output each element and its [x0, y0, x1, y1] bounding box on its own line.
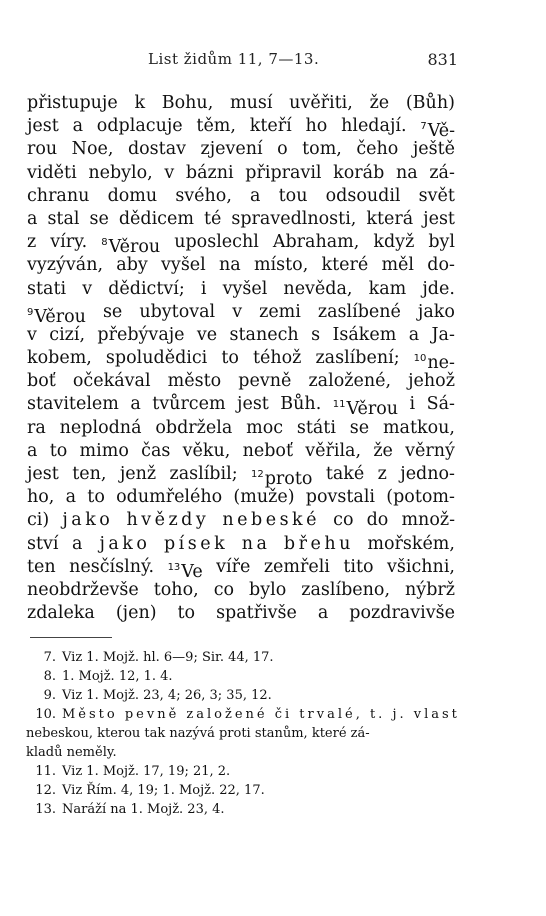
- text-line: [27, 324, 455, 347]
- footnote-text: Viz 1. Mojž. 23, 4; 26, 3; 35, 12.: [62, 688, 272, 703]
- text-line: [27, 602, 455, 625]
- word: v: [232, 301, 243, 322]
- body-text: [27, 92, 455, 625]
- word: které: [321, 255, 369, 276]
- word: do-: [427, 255, 455, 276]
- word: a: [250, 185, 261, 206]
- text-line: [27, 440, 455, 463]
- word: (muže): [233, 487, 295, 508]
- word: chranu: [27, 185, 90, 206]
- word: kobem,: [27, 348, 92, 369]
- word: ho,: [27, 487, 55, 508]
- word: mořském,: [367, 533, 455, 554]
- word: v: [164, 162, 175, 183]
- footnote-number: 13.: [35, 802, 56, 817]
- word: vyšel: [161, 255, 206, 276]
- word: nesčíslný.: [69, 556, 155, 577]
- word: nýbrž: [405, 579, 455, 600]
- word: zemřeli: [263, 556, 330, 577]
- word: kteří: [249, 116, 292, 137]
- word: množ-: [401, 510, 455, 531]
- word: založené,: [308, 371, 392, 392]
- word: jehož: [408, 371, 455, 392]
- word: se: [89, 208, 109, 229]
- word: zaslíbil;: [169, 464, 238, 484]
- word: byl: [428, 232, 455, 253]
- word: dědicem: [118, 208, 194, 229]
- word: ci): [27, 510, 50, 531]
- word: pozdravivše: [349, 603, 455, 624]
- footnote-12: [26, 781, 456, 800]
- word: a: [408, 324, 420, 345]
- word: dědictví;: [108, 278, 185, 299]
- word: nebeské: [222, 510, 321, 531]
- verse-start: [27, 301, 86, 327]
- word: ra: [27, 417, 46, 438]
- text-line: [27, 185, 455, 208]
- word: musí: [230, 93, 273, 113]
- word: k: [134, 93, 146, 113]
- word: jest: [27, 116, 59, 137]
- word: a: [27, 440, 38, 461]
- word: svého,: [175, 185, 232, 206]
- word: spoludědici: [105, 348, 208, 369]
- word: na: [219, 255, 241, 276]
- footnote-number: 10.: [35, 707, 56, 722]
- word: obdržela: [155, 417, 233, 438]
- word: a: [65, 487, 77, 508]
- text-line: [27, 509, 455, 532]
- word: město: [167, 371, 222, 392]
- word: uvěřiti,: [289, 93, 353, 113]
- verse-number: 11: [332, 399, 346, 411]
- word: téhož: [252, 348, 302, 369]
- footnote-10: [26, 705, 460, 724]
- word: místo,: [253, 255, 309, 276]
- word: v: [27, 324, 37, 345]
- page-number: 831: [427, 50, 458, 69]
- verse-number: 12: [251, 469, 264, 480]
- word: boť: [27, 371, 56, 392]
- word: spatřivše: [216, 603, 297, 624]
- footnote-10-continuation: nebeskou, kterou tak nazývá proti stanům, které zá-: [26, 726, 370, 741]
- word: jest: [423, 208, 455, 229]
- word: břehu: [283, 533, 354, 554]
- verse-start: [251, 463, 313, 489]
- text-line: [27, 579, 455, 602]
- word: Věrou: [108, 237, 161, 258]
- text-line: [27, 393, 455, 420]
- word: a: [72, 116, 84, 137]
- word: přistupuje: [27, 93, 118, 113]
- word: Bůh.: [280, 394, 322, 415]
- word: nebylo,: [88, 162, 153, 183]
- word: která: [366, 208, 414, 229]
- word: že: [373, 440, 393, 461]
- word: stanech: [229, 324, 299, 345]
- word: toho,: [153, 579, 199, 600]
- word: to: [49, 440, 68, 461]
- text-line: [27, 278, 455, 301]
- word: když: [373, 232, 415, 253]
- word: stal: [47, 208, 80, 229]
- word: Věrou: [34, 306, 86, 327]
- word: vyšel: [222, 278, 268, 299]
- word: Sá-: [426, 394, 455, 415]
- word: rou: [27, 139, 58, 160]
- text-line: [27, 556, 455, 582]
- word: jde.: [422, 278, 455, 299]
- text-line: [27, 301, 455, 327]
- word: Ve: [181, 561, 203, 582]
- verse-number: 7: [420, 121, 427, 133]
- word: státi: [296, 417, 336, 438]
- word: Abraham,: [272, 232, 360, 253]
- word: tom,: [302, 139, 342, 160]
- word: jest: [27, 464, 59, 484]
- word: věřila,: [305, 440, 362, 461]
- verse-number: 13: [167, 561, 181, 573]
- word: a: [130, 394, 141, 415]
- word: ubytoval: [139, 301, 216, 322]
- word: jako: [99, 533, 151, 554]
- verse-start: [101, 231, 161, 258]
- word: spravedlnosti,: [231, 208, 357, 229]
- word: tou: [278, 185, 308, 206]
- word: na: [241, 533, 271, 554]
- word: dostav: [127, 139, 187, 160]
- word: očekával: [72, 371, 151, 392]
- footnotes: [26, 648, 460, 819]
- word: že: [369, 93, 390, 113]
- word: hledají.: [341, 116, 407, 137]
- footnote-9: [26, 686, 456, 705]
- word: i: [200, 278, 207, 299]
- word: co: [333, 510, 354, 531]
- word: jako: [62, 510, 114, 531]
- word: aby: [116, 255, 148, 276]
- word: čas: [141, 440, 171, 461]
- word: matkou,: [382, 417, 455, 438]
- word: proto: [264, 469, 313, 489]
- footnote-separator: [30, 637, 112, 638]
- verse-number: 9: [27, 306, 34, 318]
- word: ve: [196, 324, 218, 345]
- word: to: [177, 603, 196, 624]
- verse-number: 10: [413, 353, 427, 365]
- word: (jen): [115, 603, 157, 624]
- word: cizí,: [49, 324, 86, 345]
- word: zjevení: [200, 139, 263, 160]
- footnote-10-continuation: kladů neměly.: [26, 745, 117, 760]
- word: to: [221, 348, 239, 369]
- word: jenž: [119, 464, 157, 484]
- word: všichni,: [387, 556, 455, 577]
- word: zaslíbení;: [315, 348, 400, 369]
- word: písek: [163, 533, 229, 554]
- word: věrný: [405, 440, 455, 461]
- word: svět: [418, 185, 455, 206]
- word: (Bůh): [405, 93, 455, 113]
- word: měl: [381, 255, 415, 276]
- word: odumřelého: [116, 487, 223, 508]
- word: zdaleka: [27, 603, 95, 624]
- word: Ja-: [431, 324, 455, 345]
- word: víře: [216, 556, 251, 577]
- word: a: [72, 533, 86, 554]
- word: ten,: [72, 464, 107, 484]
- word: bázni: [185, 162, 234, 183]
- word: to: [87, 487, 105, 508]
- footnote-text: Viz 1. Mojž. hl. 6—9; Sir. 44, 17.: [62, 650, 274, 665]
- word: Noe,: [71, 139, 114, 160]
- word: (potom-: [386, 487, 455, 508]
- word: viděti: [27, 162, 77, 183]
- text-line: [27, 115, 455, 142]
- footnote-13: [26, 800, 456, 819]
- word: připravil: [245, 162, 322, 183]
- verse-number: 8: [101, 237, 108, 249]
- verse-start: [167, 556, 203, 582]
- word: zaslíbené: [317, 301, 401, 322]
- word: tvůrcem: [152, 394, 226, 415]
- running-head: List židům 11, 7—13.: [148, 50, 320, 68]
- text-line: [27, 92, 455, 115]
- footnote-text: Viz Řím. 4, 19; 1. Mojž. 22, 17.: [62, 783, 265, 798]
- word: odplacuje: [96, 116, 183, 137]
- word: také: [325, 464, 365, 484]
- word: neboť: [242, 440, 293, 461]
- word: zaslíbeno,: [301, 579, 391, 600]
- word: Vě-: [427, 121, 455, 142]
- verse-start: [332, 393, 399, 420]
- word: pevně: [238, 371, 292, 392]
- word: ten: [27, 556, 56, 577]
- word: mimo: [79, 440, 129, 461]
- word: z: [377, 464, 387, 484]
- word: co: [213, 579, 235, 600]
- footnote-7: [26, 648, 456, 667]
- word: i: [409, 394, 416, 415]
- text-line: [27, 370, 455, 393]
- page-header: [0, 50, 546, 74]
- word: víry.: [50, 232, 88, 253]
- word: odsoudil: [325, 185, 401, 206]
- word: přebývaje: [97, 324, 185, 345]
- footnote-8: [26, 667, 456, 686]
- text-line: [27, 254, 455, 277]
- word: neplodná: [59, 417, 142, 438]
- word: a: [317, 603, 329, 624]
- word: koráb: [333, 162, 385, 183]
- word: ne-: [427, 353, 455, 374]
- word: vyzýván,: [27, 255, 104, 276]
- word: se: [102, 301, 123, 322]
- footnote-number: 11.: [35, 764, 56, 779]
- footnote-number: 9.: [43, 688, 56, 703]
- text-line: [27, 138, 455, 161]
- word: z: [27, 232, 37, 253]
- word: ství: [27, 533, 59, 554]
- word: těm,: [196, 116, 236, 137]
- word: bylo: [249, 579, 287, 600]
- text-line: [27, 486, 455, 509]
- footnote-number: 12.: [35, 783, 56, 798]
- verse-start: [420, 115, 455, 142]
- word: ho: [305, 116, 328, 137]
- footnote-11: [26, 762, 456, 781]
- footnote-number: 7.: [43, 650, 56, 665]
- word: uposlechl: [174, 232, 259, 253]
- word: jako: [417, 301, 455, 322]
- word: a: [27, 208, 38, 229]
- footnote-text: 1. Mojž. 12, 1. 4.: [62, 669, 173, 684]
- word: neobdrževše: [27, 579, 139, 600]
- word: se: [349, 417, 370, 438]
- word: s: [311, 324, 321, 345]
- verse-start: [413, 347, 455, 374]
- text-line: [27, 463, 455, 489]
- text-line: [27, 231, 455, 258]
- text-line: [27, 347, 455, 374]
- word: moc: [246, 417, 284, 438]
- word: stati: [27, 278, 67, 299]
- word: Bohu,: [161, 93, 214, 113]
- word: o: [277, 139, 288, 160]
- word: zemi: [259, 301, 301, 322]
- text-line: [27, 162, 455, 185]
- word: povstali: [305, 487, 376, 508]
- word: nevěda,: [283, 278, 353, 299]
- word: tito: [343, 556, 374, 577]
- text-line: [27, 417, 455, 440]
- word: stavitelem: [27, 394, 119, 415]
- word: čeho: [356, 139, 399, 160]
- word: zá-: [429, 162, 455, 183]
- word: jest: [237, 394, 269, 415]
- word: na: [395, 162, 418, 183]
- word: kam: [368, 278, 407, 299]
- word: v: [82, 278, 93, 299]
- word: hvězdy: [126, 510, 210, 531]
- text-line: [27, 208, 455, 231]
- word: Isákem: [332, 324, 397, 345]
- word: věku,: [182, 440, 231, 461]
- word: ještě: [412, 139, 455, 160]
- word: té: [203, 208, 222, 229]
- footnote-text: Viz 1. Mojž. 17, 19; 21, 2.: [62, 764, 231, 779]
- word: Věrou: [346, 399, 399, 420]
- text-line: [27, 533, 455, 556]
- footnote-number: 8.: [43, 669, 56, 684]
- word: domu: [107, 185, 158, 206]
- footnote-text: Město pevně založené či trvalé, t. j. vlast: [62, 707, 460, 722]
- word: jedno-: [400, 464, 455, 484]
- word: do: [366, 510, 389, 531]
- footnote-text: Naráží na 1. Mojž. 23, 4.: [62, 802, 225, 817]
